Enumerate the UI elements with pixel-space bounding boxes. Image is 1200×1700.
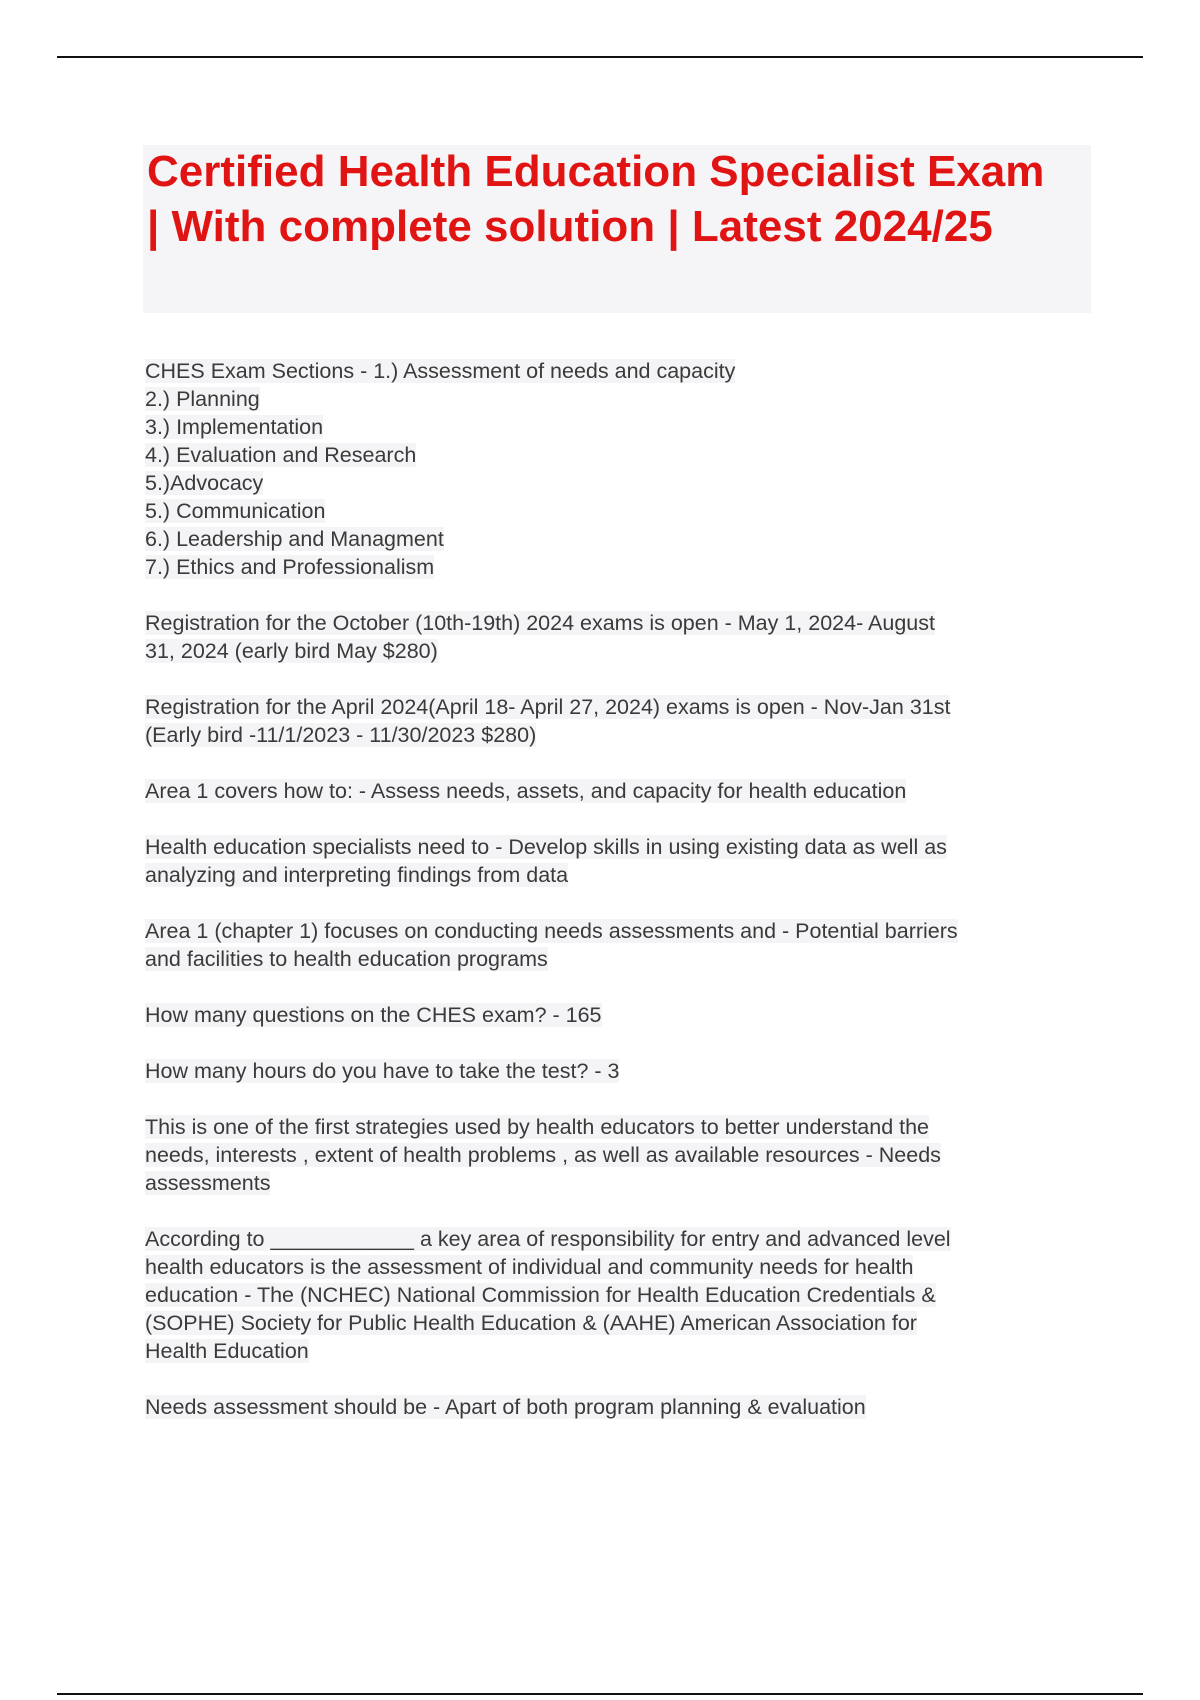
qa-item (145, 693, 1080, 749)
flashcard-list (145, 357, 1080, 1449)
qa-item (145, 1113, 1080, 1197)
qa-line: Registration for the April 2024(April 18- April 27, 2024) exams is open - Nov-Jan 31st (145, 695, 951, 719)
qa-item (145, 1057, 1080, 1085)
qa-line: This is one of the first strategies used by health educators to better understand the (145, 1115, 930, 1139)
qa-line: According to ____________ a key area of responsibility for entry and advanced level (145, 1227, 951, 1251)
qa-line: assessments (145, 1171, 271, 1195)
qa-line: 4.) Evaluation and Research (145, 443, 417, 467)
qa-line: Health Education (145, 1339, 309, 1363)
qa-line: 7.) Ethics and Professionalism (145, 555, 435, 579)
qa-item (145, 1001, 1080, 1029)
qa-line: 5.) Communication (145, 499, 326, 523)
qa-line: 2.) Planning (145, 387, 260, 411)
qa-line: 31, 2024 (early bird May $280) (145, 639, 438, 663)
qa-line: 5.)Advocacy (145, 471, 264, 495)
qa-item (145, 357, 1080, 581)
qa-line: 3.) Implementation (145, 415, 324, 439)
qa-line: 6.) Leadership and Managment (145, 527, 444, 551)
qa-line: CHES Exam Sections - 1.) Assessment of needs and capacity (145, 359, 736, 383)
qa-line: How many questions on the CHES exam? - 165 (145, 1003, 602, 1027)
qa-line: Health education specialists need to - Develop skills in using existing data as well as (145, 835, 947, 859)
top-rule (57, 56, 1143, 58)
qa-line: health educators is the assessment of individual and community needs for health (145, 1255, 914, 1279)
qa-line: Needs assessment should be - Apart of both program planning & evaluation (145, 1395, 866, 1419)
qa-item (145, 777, 1080, 805)
qa-line: Registration for the October (10th-19th) 2024 exams is open - May 1, 2024- August (145, 611, 935, 635)
qa-line: (SOPHE) Society for Public Health Education & (AAHE) American Association for (145, 1311, 917, 1335)
qa-line: education - The (NCHEC) National Commission for Health Education Credentials & (145, 1283, 936, 1307)
bottom-rule (57, 1693, 1143, 1695)
qa-item (145, 917, 1080, 973)
qa-line: Area 1 (chapter 1) focuses on conducting needs assessments and - Potential barriers (145, 919, 958, 943)
qa-item (145, 833, 1080, 889)
qa-line: Area 1 covers how to: - Assess needs, assets, and capacity for health education (145, 779, 907, 803)
qa-line: analyzing and interpreting findings from data (145, 863, 569, 887)
qa-item (145, 1225, 1080, 1365)
qa-item (145, 609, 1080, 665)
qa-line: How many hours do you have to take the test? - 3 (145, 1059, 620, 1083)
qa-line: and facilities to health education programs (145, 947, 548, 971)
page-title: Certified Health Education Specialist Exam | With complete solution | Latest 2024/25 (147, 147, 1045, 251)
qa-line: needs, interests , extent of health problems , as well as available resources - Needs (145, 1143, 941, 1167)
qa-line: (Early bird -11/1/2023 - 11/30/2023 $280) (145, 723, 537, 747)
qa-item (145, 1393, 1080, 1421)
